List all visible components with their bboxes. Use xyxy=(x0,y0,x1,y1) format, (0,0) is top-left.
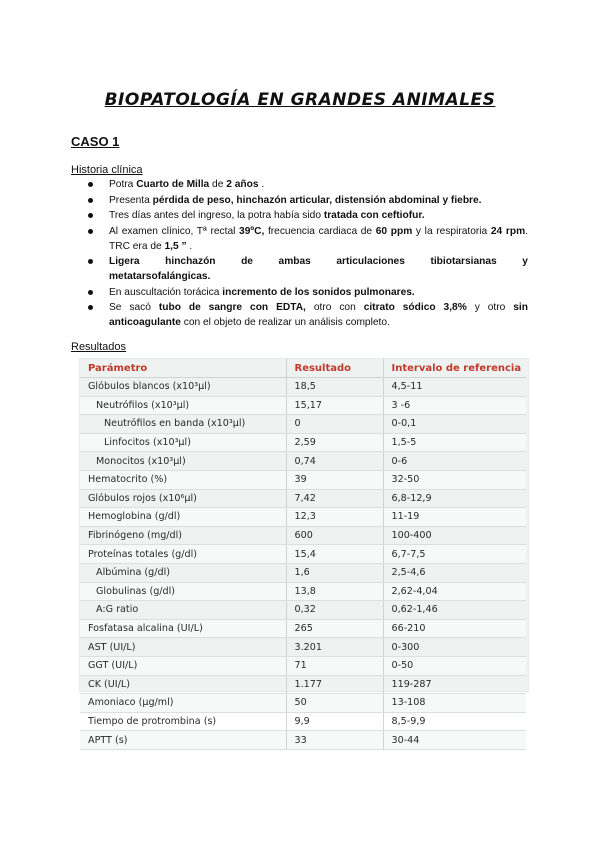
bullet-icon xyxy=(88,213,93,218)
table-row xyxy=(80,582,526,601)
history-list xyxy=(71,177,528,331)
list-item: Al examen clínico, Tª rectal 39ºC, frecuencia cardiaca de 60 ppm y la respiratoria 24 rpm. TRC era de 1,5 ” . xyxy=(71,224,528,254)
cell-range: 0-50 xyxy=(383,656,526,675)
list-item: Tres días antes del ingreso, la potra había sido tratada con ceftiofur. xyxy=(71,208,528,223)
table-row xyxy=(80,378,526,397)
table-row xyxy=(80,731,526,750)
table-header-row xyxy=(80,359,526,378)
cell-range: 0-0,1 xyxy=(383,415,526,434)
header-parametro: Parámetro xyxy=(80,359,286,378)
list-item: Se sacó tubo de sangre con EDTA, otro con citrato sódico 3,8% y otro sin anticoagulante con el objeto de realizar un análisis completo. xyxy=(71,300,528,330)
cell-range: 2,62-4,04 xyxy=(383,582,526,601)
cell-range: 11-19 xyxy=(383,508,526,527)
cell-result: 600 xyxy=(286,526,383,545)
cell-param: GGT (UI/L) xyxy=(80,656,286,675)
list-item: Presenta pérdida de peso, hinchazón articular, distensión abdominal y fiebre. xyxy=(71,193,528,208)
table-row xyxy=(80,452,526,471)
bullet-5-line-1: Ligera hinchazón de ambas articulaciones tibiotarsianas y xyxy=(109,256,528,267)
cell-result: 15,17 xyxy=(286,396,383,415)
cell-param: Tiempo de protrombina (s) xyxy=(80,712,286,731)
cell-range: 66-210 xyxy=(383,619,526,638)
cell-result: 13,8 xyxy=(286,582,383,601)
cell-param: Neutrófilos en banda (x10³µl) xyxy=(80,415,286,434)
cell-param: Amoniaco (µg/ml) xyxy=(80,694,286,713)
cell-result: 0,74 xyxy=(286,452,383,471)
cell-param: Hematocrito (%) xyxy=(80,470,286,489)
cell-range: 32-50 xyxy=(383,470,526,489)
bullet-icon xyxy=(88,198,93,203)
bullet-icon xyxy=(88,229,93,234)
bullet-icon xyxy=(88,259,93,264)
cell-range: 13-108 xyxy=(383,694,526,713)
header-resultado: Resultado xyxy=(286,359,383,378)
bullet-icon xyxy=(88,290,93,295)
table-row xyxy=(80,489,526,508)
cell-param: CK (UI/L) xyxy=(80,675,286,694)
table-row xyxy=(80,619,526,638)
cell-range: 4,5-11 xyxy=(383,378,526,397)
cell-result: 50 xyxy=(286,694,383,713)
table-row xyxy=(80,656,526,675)
cell-result: 0,32 xyxy=(286,601,383,620)
cell-param: Fosfatasa alcalina (UI/L) xyxy=(80,619,286,638)
table-row xyxy=(80,396,526,415)
table-row xyxy=(80,675,526,694)
cell-result: 33 xyxy=(286,731,383,750)
cell-range: 100-400 xyxy=(383,526,526,545)
cell-param: Glóbulos blancos (x10³µl) xyxy=(80,378,286,397)
cell-param: Hemoglobina (g/dl) xyxy=(80,508,286,527)
cell-result: 7,42 xyxy=(286,489,383,508)
cell-range: 0-300 xyxy=(383,638,526,657)
table-row xyxy=(80,433,526,452)
cell-param: Albúmina (g/dl) xyxy=(80,563,286,582)
cell-param: Globulinas (g/dl) xyxy=(80,582,286,601)
cell-range: 6,8-12,9 xyxy=(383,489,526,508)
cell-param: Fibrinógeno (mg/dl) xyxy=(80,526,286,545)
document-title: BIOPATOLOGÍA EN GRANDES ANIMALES xyxy=(104,90,496,110)
case-title: CASO 1 xyxy=(71,134,120,149)
table-row xyxy=(80,526,526,545)
cell-result: 0 xyxy=(286,415,383,434)
cell-range: 0,62-1,46 xyxy=(383,601,526,620)
cell-range: 30-44 xyxy=(383,731,526,750)
cell-result: 15,4 xyxy=(286,545,383,564)
cell-range: 6,7-7,5 xyxy=(383,545,526,564)
cell-param: AST (UI/L) xyxy=(80,638,286,657)
cell-range: 2,5-4,6 xyxy=(383,563,526,582)
table-row xyxy=(80,545,526,564)
results-label: Resultados xyxy=(71,341,127,353)
table-row xyxy=(80,415,526,434)
cell-range: 3 -6 xyxy=(383,396,526,415)
cell-result: 1.177 xyxy=(286,675,383,694)
table-row xyxy=(80,712,526,731)
cell-result: 3.201 xyxy=(286,638,383,657)
cell-param: APTT (s) xyxy=(80,731,286,750)
table-row xyxy=(80,508,526,527)
cell-param: Monocitos (x10³µl) xyxy=(80,452,286,471)
cell-range: 119-287 xyxy=(383,675,526,694)
history-label: Historia clínica xyxy=(71,164,143,176)
cell-result: 265 xyxy=(286,619,383,638)
cell-param: Proteínas totales (g/dl) xyxy=(80,545,286,564)
cell-range: 1,5-5 xyxy=(383,433,526,452)
results-table-image xyxy=(79,358,529,746)
cell-result: 39 xyxy=(286,470,383,489)
bullet-icon xyxy=(88,305,93,310)
bullet-5-line-2: metatarsofalángicas. xyxy=(109,271,211,282)
list-item: En auscultación torácica incremento de los sonidos pulmonares. xyxy=(71,285,528,300)
cell-result: 12,3 xyxy=(286,508,383,527)
cell-param: Glóbulos rojos (x10⁶µl) xyxy=(80,489,286,508)
list-item xyxy=(71,254,528,284)
results-table xyxy=(80,359,526,750)
cell-result: 1,6 xyxy=(286,563,383,582)
header-intervalo: Intervalo de referencia xyxy=(383,359,526,378)
cell-result: 9,9 xyxy=(286,712,383,731)
cell-param: A:G ratio xyxy=(80,601,286,620)
table-row xyxy=(80,601,526,620)
table-row xyxy=(80,694,526,713)
cell-range: 8,5-9,9 xyxy=(383,712,526,731)
cell-param: Neutrófilos (x10³µl) xyxy=(80,396,286,415)
table-row xyxy=(80,563,526,582)
cell-param: Linfocitos (x10³µl) xyxy=(80,433,286,452)
list-item: Potra Cuarto de Milla de 2 años . xyxy=(71,177,528,192)
cell-result: 71 xyxy=(286,656,383,675)
cell-result: 18,5 xyxy=(286,378,383,397)
cell-result: 2,59 xyxy=(286,433,383,452)
bullet-icon xyxy=(88,182,93,187)
table-row xyxy=(80,638,526,657)
cell-range: 0-6 xyxy=(383,452,526,471)
table-row xyxy=(80,470,526,489)
